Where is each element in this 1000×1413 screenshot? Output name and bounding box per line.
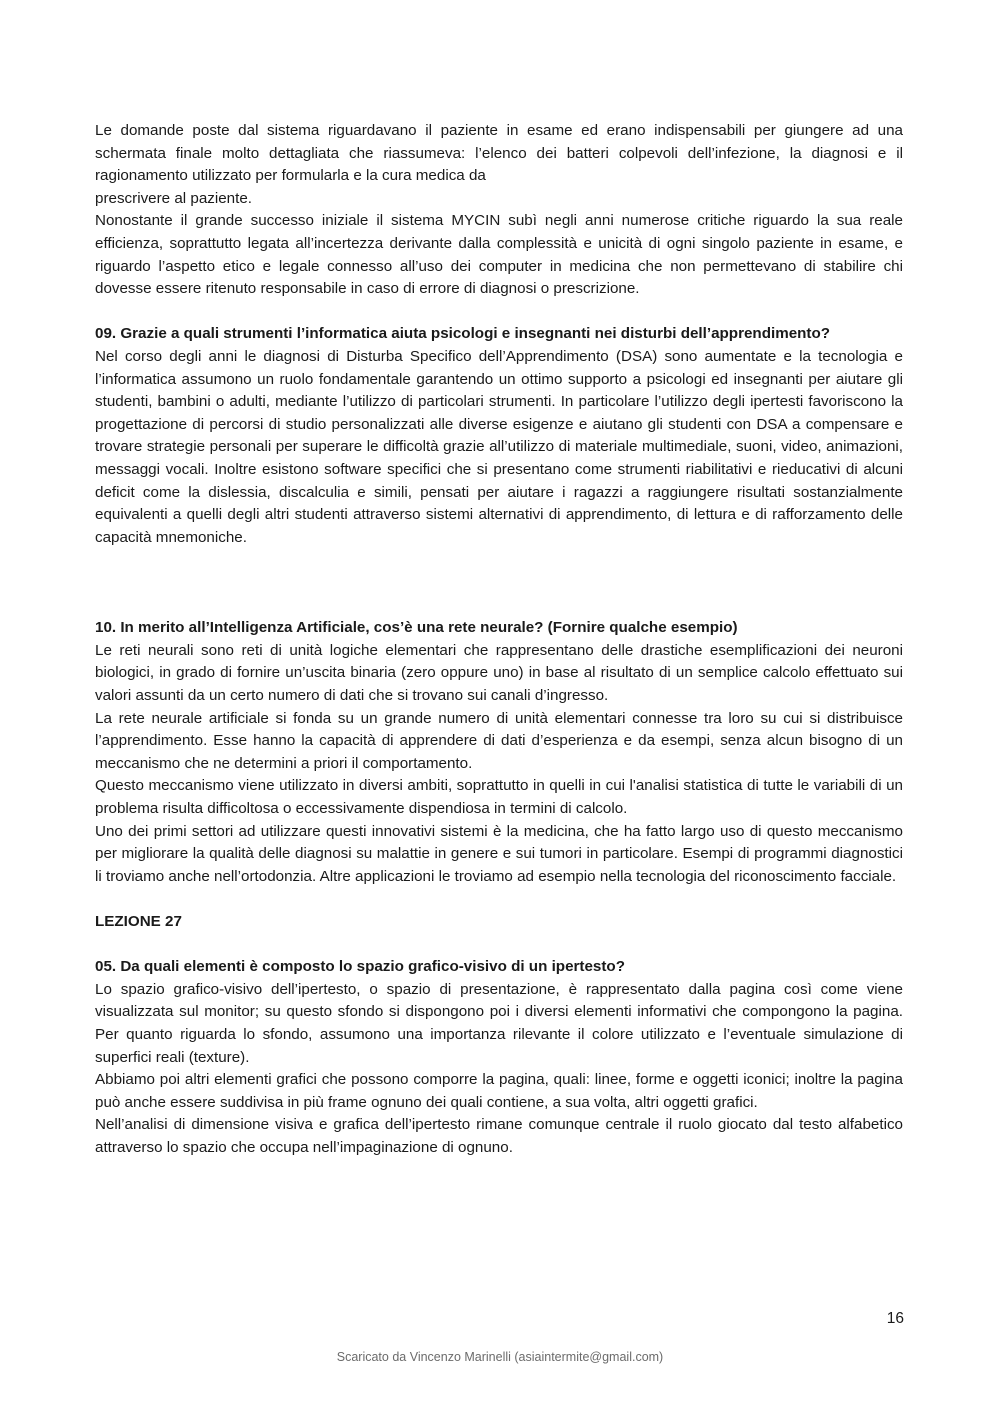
heading-question-05: 05. Da quali elementi è composto lo spazio grafico-visivo di un ipertesto?	[95, 958, 625, 976]
paragraph-prescrivere: prescrivere al paziente.	[95, 189, 253, 207]
paragraph-spazio-grafico: Lo spazio grafico-visivo dell’ipertesto, o spazio di presentazione, è rappresentato dalla pagina così come viene visualizzata sul monitor; su questo sfondo si dispongono poi i diversi elementi informativi che compongono la pagina. Per quanto riguarda lo sfondo, assumono una importanza rilevante il colore utilizzato e l’eventuale simulazione di superfici reali (texture).	[95, 980, 903, 1066]
paragraph-testo-alfabetico: Nell’analisi di dimensione visiva e grafica dell’ipertesto rimane comunque centrale il ruolo giocato dal testo alfabetico attraverso lo spazio che occupa nell’impaginazione di ognuno.	[95, 1116, 903, 1156]
heading-lezione-27: LEZIONE 27	[95, 913, 182, 930]
paragraph-reti-neurali: Le reti neurali sono reti di unità logiche elementari che rappresentano delle drastiche esemplificazioni dei neuroni biologici, in grado di fornire un’uscita binaria (zero oppure uno) in base al risultato di un semplice calcolo effettuato sui valori assunti da un certo numero di dati che si trovano sui canali d’ingresso.	[95, 641, 903, 705]
paragraph-mycin-critiche: Nonostante il grande successo iniziale il sistema MYCIN subì negli anni numerose critiche riguardo la sua reale efficienza, soprattutto legata all’incertezza derivante dalla complessità e unicità di ogni singolo paziente in esame, e riguardo l’aspetto etico e legale connesso all’uso dei computer in medicina che non permettevano di stabilire chi dovesse essere ritenuto responsabile in caso di errore di diagnosi o prescrizione.	[95, 212, 903, 298]
page-number: 16	[886, 1310, 904, 1327]
download-footer: Scaricato da Vincenzo Marinelli (asiaintermite@gmail.com)	[336, 1350, 664, 1364]
paragraph-elementi-grafici: Abbiamo poi altri elementi grafici che possono comporre la pagina, quali: linee, forme e oggetti iconici; inoltre la pagina può anche essere suddivisa in più frame ognuno dei quali contiene, a sua volta, altri oggetti grafici.	[95, 1071, 903, 1111]
paragraph-meccanismo: Questo meccanismo viene utilizzato in diversi ambiti, soprattutto in quelli in cui l'analisi statistica di tutte le variabili di un problema risulta difficoltosa o eccessivamente dispendiosa in termini di calcolo.	[95, 777, 903, 818]
paragraph-medicina: Uno dei primi settori ad utilizzare questi innovativi sistemi è la medicina, che ha fatto largo uso di questo meccanismo per migliorare la qualità delle diagnosi su malattie in genere e sui tumori in particolare. Esempi di programmi diagnostici li troviamo anche nell’ortodonzia. Altre applicazioni le troviamo ad esempio nella tecnologia del riconoscimento facciale.	[95, 822, 903, 885]
document-body	[95, 120, 903, 1160]
paragraph-rete-artificiale: La rete neurale artificiale si fonda su un grande numero di unità elementari connesse tra loro su cui si distribuisce l’apprendimento. Esse hanno la capacità di apprendere di dati d’esperienza e da esempi, senza alcun bisogno di un meccanismo che ne determini a priori il comportamento.	[95, 709, 903, 772]
heading-question-10: 10. In merito all’Intelligenza Artificiale, cos’è una rete neurale? (Fornire qualche esempio)	[95, 619, 738, 637]
paragraph-mycin-questions: Le domande poste dal sistema riguardavano il paziente in esame ed erano indispensabili per giungere ad una schermata finale molto dettagliata che riassumeva: l’elenco dei batteri colpevoli dell’infezione, la diagnosi e il ragionamento utilizzato per formularla e la cura medica da	[95, 122, 903, 185]
paragraph-dsa: Nel corso degli anni le diagnosi di Disturba Specifico dell’Apprendimento (DSA) sono aumentate e la tecnologia e l’informatica assumono un ruolo fondamentale garantendo un ottimo supporto a psicologi ed insegnanti per aiutare gli studenti, bambini o adulti, mediante l’utilizzo di particolari strumenti. In particolare l’utilizzo degli ipertesti favoriscono la progettazione di percorsi di studio personalizzati alle diverse esigenze e aiutano gli studenti con DSA a compensare e trovare strategie personali per superare le difficoltà grazie all’utilizzo di materiale multimediale, suoni, video, animazioni, messaggi vocali. Inoltre esistono software specifici che si presentano come strumenti riabilitativi e rieducativi di alcuni deficit come la dislessia, discalculia e simili, pensati per aiutare i ragazzi a raggiungere risultati sostanzialmente equivalenti a quelli degli altri studenti attraverso sistemi alternativi di apprendimento, di lettura e di rafforzamento delle capacità mnemoniche.	[95, 347, 903, 546]
heading-question-09: 09. Grazie a quali strumenti l’informatica aiuta psicologi e insegnanti nei disturbi dell’apprendimento?	[95, 325, 831, 343]
